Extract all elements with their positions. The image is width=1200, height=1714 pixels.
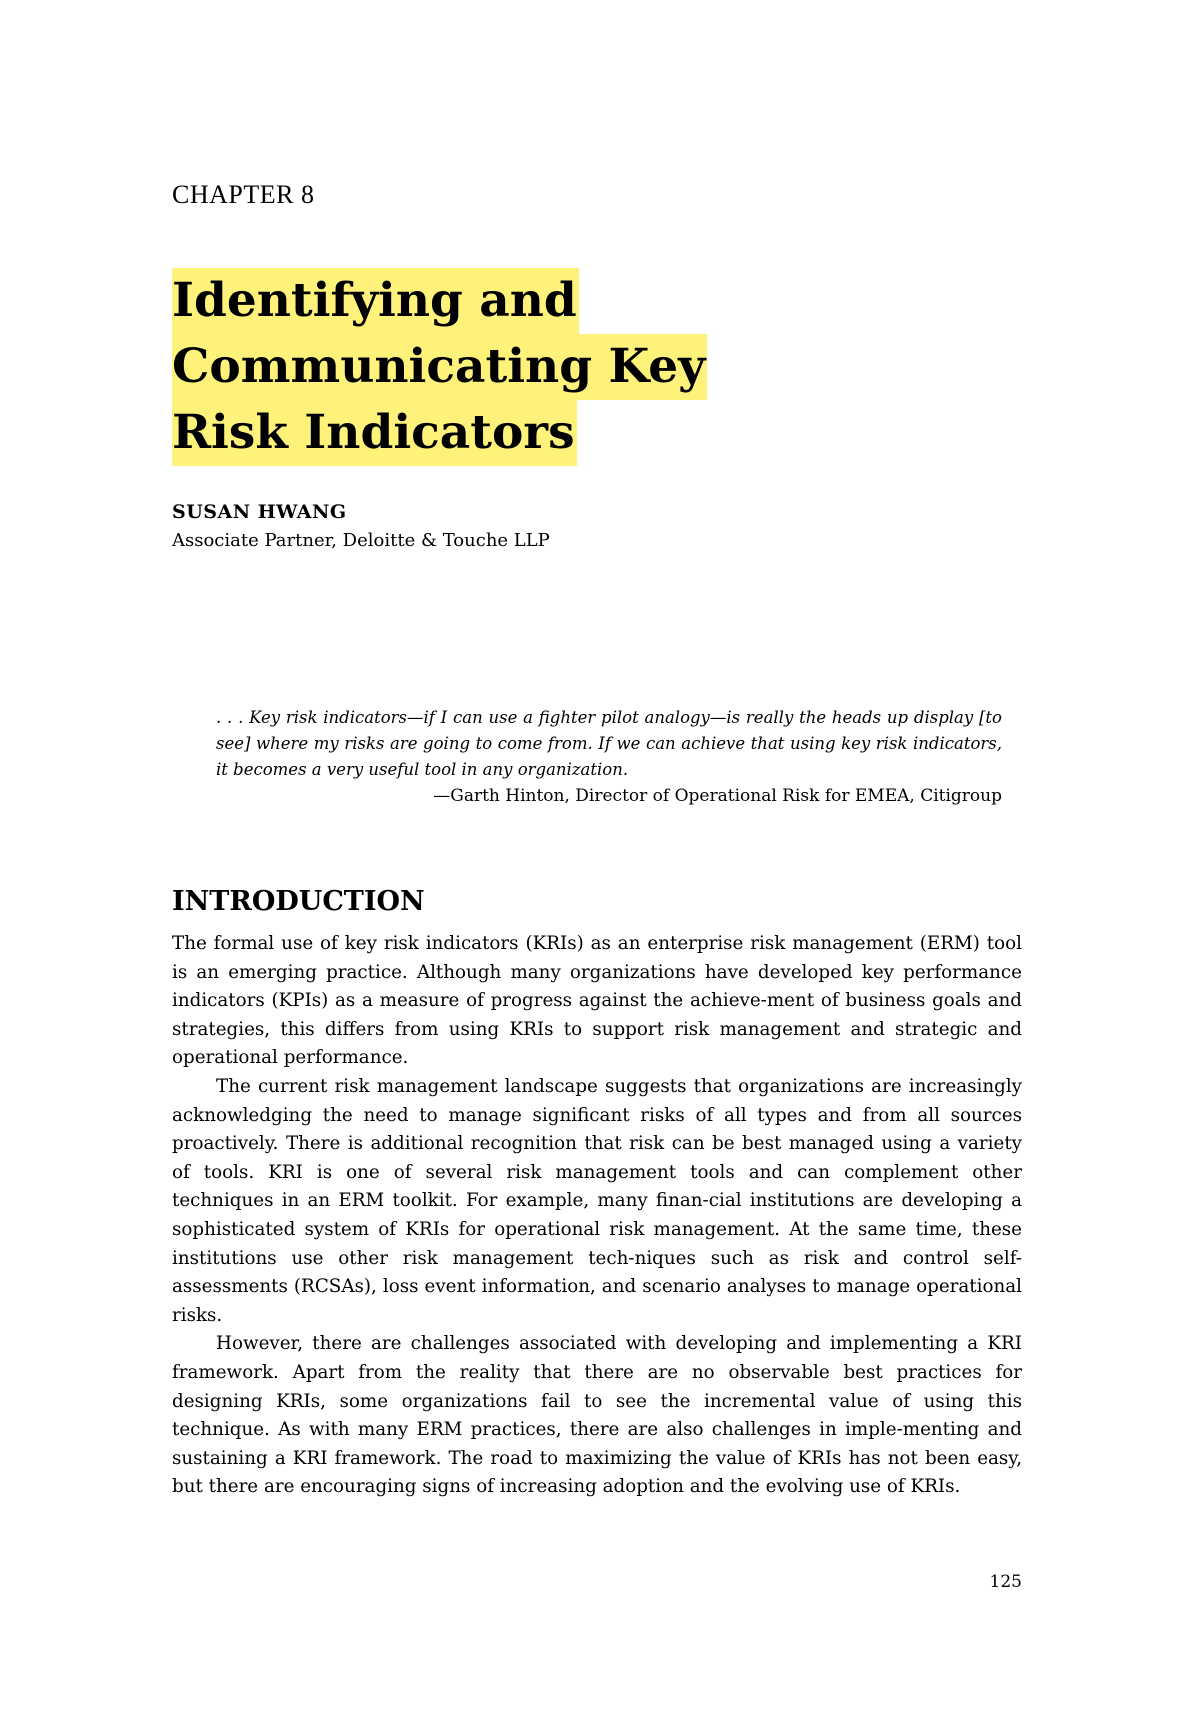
book-page <box>172 0 1022 1714</box>
epigraph <box>216 705 1002 809</box>
paragraph: The current risk management landscape suggests that organizations are increasingly acknowledging the need to manage significant risks of all types and from all sources proactively. There is additional recognition that risk can be best managed using a variety of tools. KRI is one of several risk management tools and can complement other techniques in an ERM toolkit. For example, many finan-cial institutions are developing a sophisticated system of KRIs for operational risk management. At the same time, these institutions use other risk management tech-niques such as risk and control self-assessments (RCSAs), loss event information, and scenario analyses to manage operational risks. <box>172 1075 1022 1326</box>
chapter-title <box>172 268 707 466</box>
body-text <box>172 930 1022 1502</box>
epigraph-attribution: —Garth Hinton, Director of Operational Risk for EMEA, Citigroup <box>433 786 1002 806</box>
author-affiliation: Associate Partner, Deloitte & Touche LLP <box>172 530 550 551</box>
chapter-label: CHAPTER 8 <box>172 180 315 209</box>
epigraph-quote: . . . Key risk indicators—if I can use a fighter pilot analogy—is really the heads up display [to see] where my risks are going to come from. If we can achieve that using key risk indicators, it becomes a very useful tool in any organization. <box>216 708 1002 779</box>
author-name: SUSAN HWANG <box>172 501 347 523</box>
section-heading: INTRODUCTION <box>172 886 425 917</box>
paragraph: The formal use of key risk indicators (KRIs) as an enterprise risk management (ERM) tool is an emerging practice. Although many organizations have developed key performance indicators (KPIs) as a measure of progress against the achieve-ment of business goals and strategies, this differs from using KRIs to support risk management and strategic and operational performance. <box>172 933 1022 1069</box>
paragraph: However, there are challenges associated with developing and implementing a KRI framework. Apart from the reality that there are no observable best practices for designing KRIs, some organizations fail to see the incremental value of using this technique. As with many ERM practices, there are also challenges in imple-menting and sustaining a KRI framework. The road to maximizing the value of KRIs has not been easy, but there are encouraging signs of increasing adoption and the evolving use of KRIs. <box>172 1333 1022 1498</box>
page-number: 125 <box>989 1572 1022 1592</box>
chapter-title-line-1: Identifying and <box>172 268 579 334</box>
chapter-title-line-3: Risk Indicators <box>172 400 577 466</box>
chapter-title-line-2: Communicating Key <box>172 334 707 400</box>
